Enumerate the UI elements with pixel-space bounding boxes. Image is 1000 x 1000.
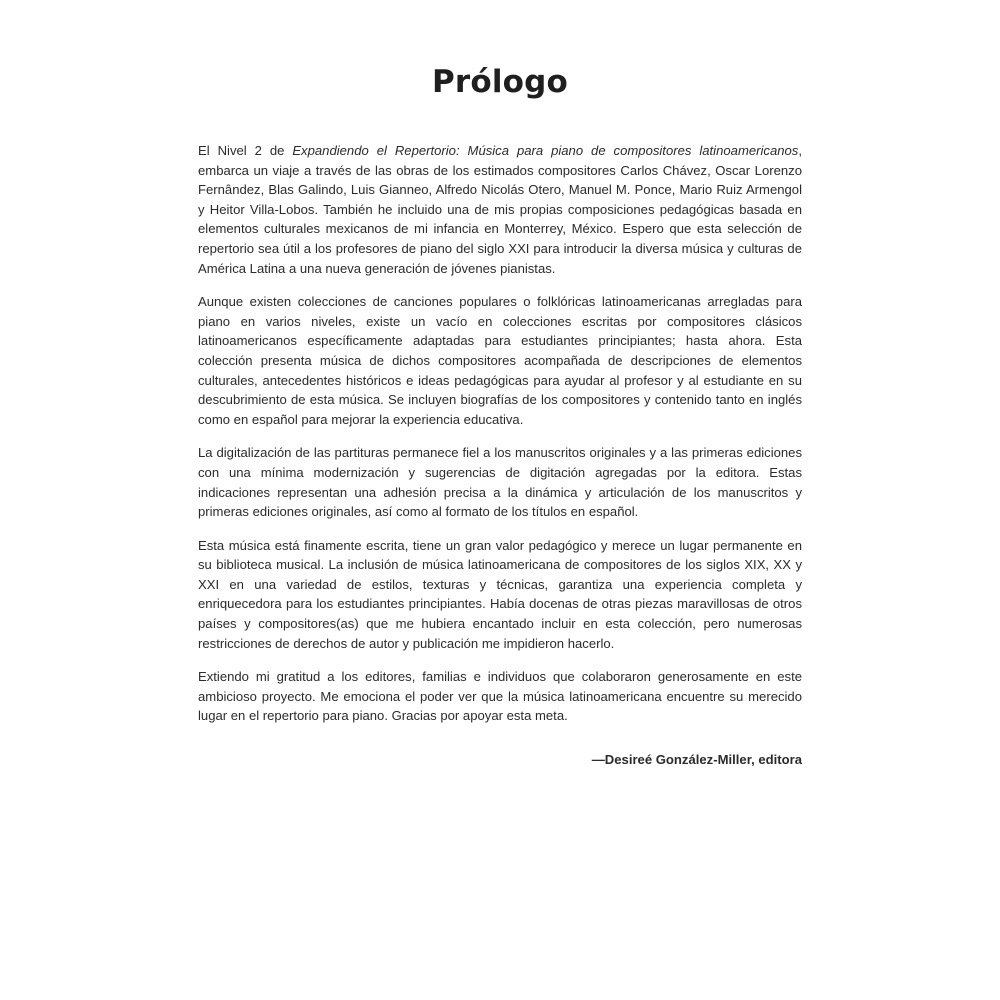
book-title-italic: Expandiendo el Repertorio: Música para piano de compositores latinoamericanos [292, 143, 799, 158]
paragraph-1-intro: El Nivel 2 de [198, 143, 293, 158]
paragraph-2: Aunque existen colecciones de canciones populares o folklóricas latinoamericanas arregladas para piano en varios niveles, existe un vacío en colecciones escritas por compositores clásicos latinoamericanos específicamente adaptadas para estudiantes principiantes; hasta ahora. Esta colección presenta música de dichos compositores acompañada de descripciones de elementos culturales, antecedentes históricos e ideas pedagógicas para ayudar al profesor y al estudiante en su descubrimiento de esta música. Se incluyen biografías de los compositores y contenido tanto en inglés como en español para mejorar la experiencia educativa. [198, 294, 802, 427]
paragraph-5: Extiendo mi gratitud a los editores, familias e individuos que colaboraron generosamente en este ambicioso proyecto. Me emociona el poder ver que la música latinoamericana encuentre su merecido lugar en el repertorio para piano. Gracias por apoyar esta meta. [198, 669, 802, 724]
editor-signature: —Desireé González-Miller, editora [591, 752, 802, 767]
page-title: Prólogo [431, 64, 569, 100]
paragraph-1-rest: , embarca un viaje a través de las obras de los estimados compositores Carlos Chávez, Oscar Lorenzo Fernândez, Blas Galindo, Luis Gianneo, Alfredo Nicolás Otero, Manuel M. Ponce, Mario Ruiz Armengol y Heitor Villa-Lobos. También he incluido una de mis propias composiciones pedagógicas basada en elementos culturales mexicanos de mi infancia en Monterrey, México. Espero que esta selección de repertorio sea útil a los profesores de piano del siglo XXI para introducir la diversa música y culturas de América Latina a una nueva generación de jóvenes pianistas. [198, 143, 802, 276]
paragraph-3: La digitalización de las partituras permanece fiel a los manuscritos originales y a las primeras ediciones con una mínima modernización y sugerencias de digitación agregadas por la editora. Estas indicaciones representan una adhesión precisa a la dinámica y articulación de los manuscritos y primeras ediciones originales, así como al formato de los títulos en español. [198, 445, 802, 520]
paragraph-4: Esta música está finamente escrita, tiene un gran valor pedagógico y merece un lugar permanente en su biblioteca musical. La inclusión de música latinoamericana de compositores de los siglos XIX, XX y XXI en una variedad de estilos, texturas y técnicas, garantiza una experiencia completa y enriquecedora para los estudiantes principiantes. Había docenas de otras piezas maravillosas de otros países y compositores(as) que me hubiera encantado incluir en esta colección, pero numerosas restricciones de derechos de autor y publicación me impidieron hacerlo. [198, 537, 802, 651]
prologue-body [198, 141, 802, 740]
paragraph-1 [198, 141, 802, 278]
